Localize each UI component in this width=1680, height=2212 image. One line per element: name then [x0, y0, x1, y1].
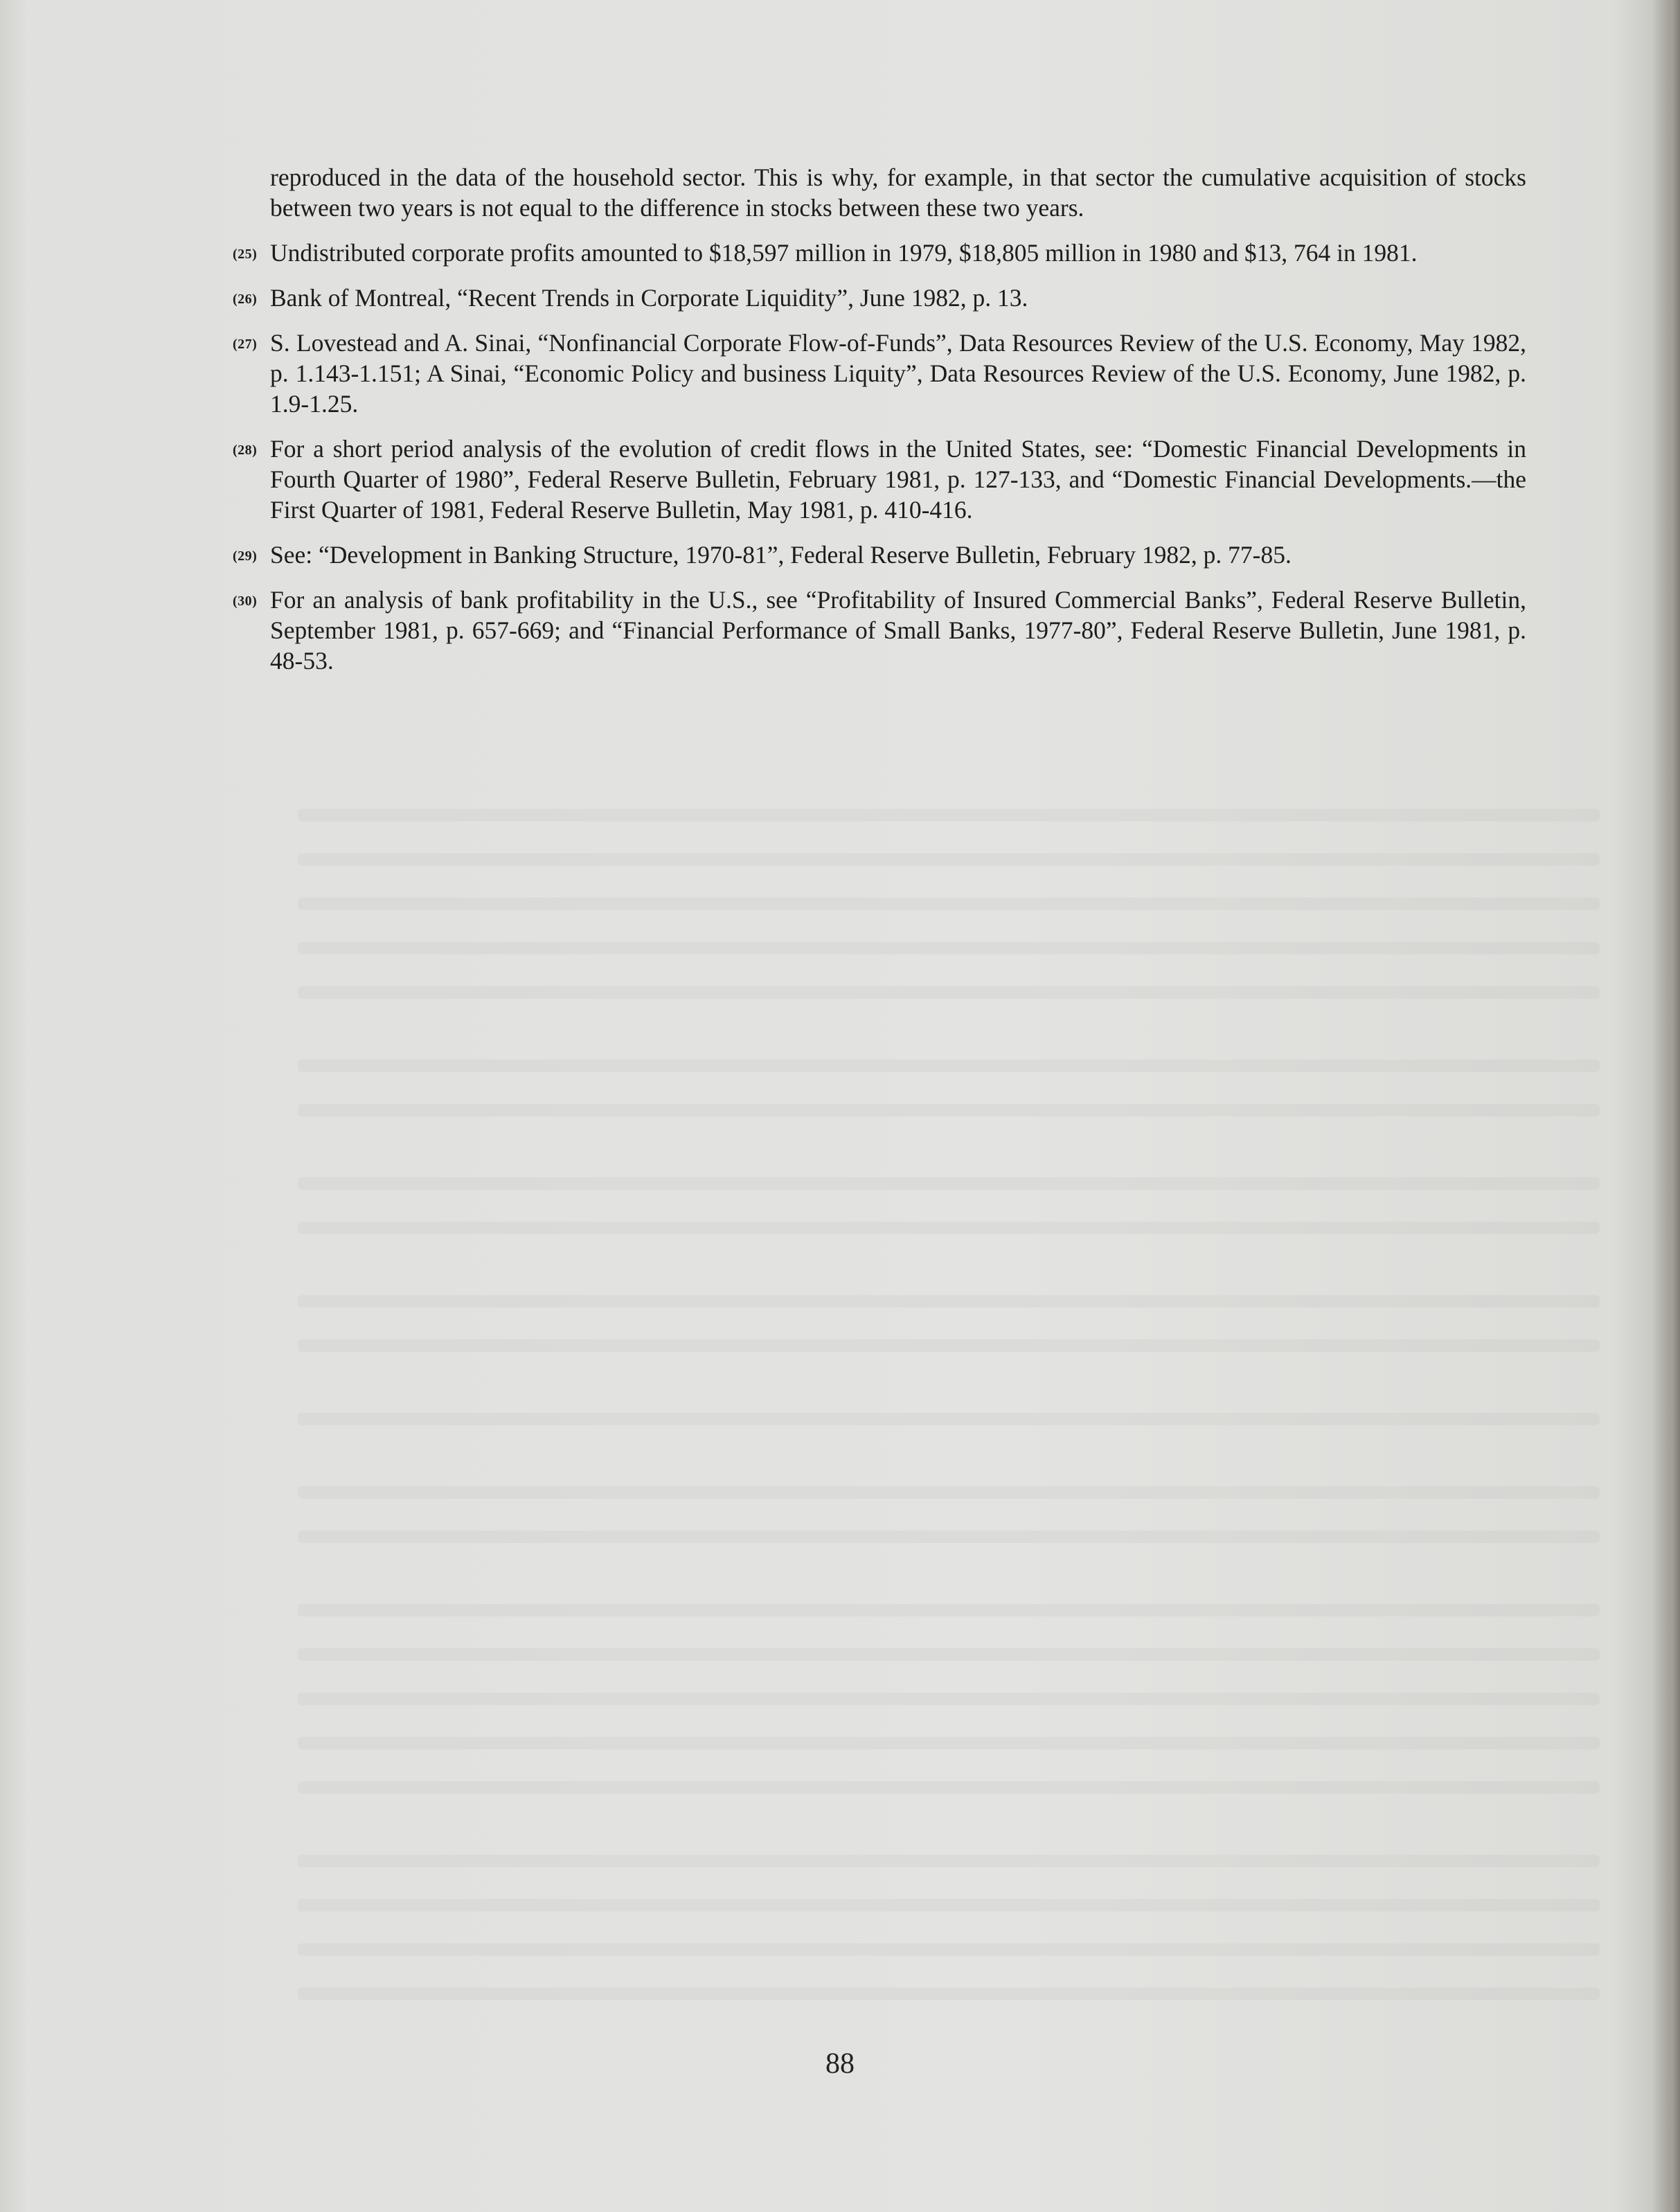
footnote-26	[227, 283, 1526, 313]
footnote-30	[227, 585, 1526, 676]
footnote-text: S. Lovestead and A. Sinai, “Nonfinancial Corporate Flow-of-Funds”, Data Resources Review of the U.S. Economy, May 1982, p. 1.143-1.151; A Sinai, “Economic Policy and business Liquity”, Data Resources Review of the U.S. Economy, June 1982, p. 1.9-1.25.	[270, 329, 1526, 418]
footnote-27	[227, 328, 1526, 419]
footnote-29	[227, 539, 1526, 570]
footnote-text: For an analysis of bank profitability in the U.S., see “Profitability of Insured Commercial Banks”, Federal Reserve Bulletin, September 1981, p. 657-669; and “Financial Performance of Small Banks, 1977-80”, Federal Reserve Bulletin, June 1981, p. 48-53.	[270, 586, 1526, 675]
footnote-marker: (26)	[233, 292, 258, 307]
footnote-28	[227, 434, 1526, 525]
footnotes-section	[227, 162, 1526, 690]
continued-footnote-text: reproduced in the data of the household sector. This is why, for example, in that sector the cumulative acquisition of stocks between two years is not equal to the difference in stocks between these two years.	[270, 163, 1526, 222]
page-edge-shadow	[1652, 0, 1680, 2212]
footnote-text: See: “Development in Banking Structure, 1970-81”, Federal Reserve Bulletin, February 1982, p. 77-85.	[270, 541, 1292, 569]
footnote-text: Undistributed corporate profits amounted to $18,597 million in 1979, $18,805 million in 1980 and $13, 764 in 1981.	[270, 239, 1418, 267]
footnote-marker: (30)	[233, 594, 258, 609]
footnote-25	[227, 238, 1526, 268]
footnote-marker: (29)	[233, 548, 258, 564]
footnote-marker: (28)	[233, 443, 258, 458]
footnote-marker: (27)	[233, 337, 258, 352]
page-number: 88	[825, 2048, 855, 2080]
footnote-text: Bank of Montreal, “Recent Trends in Corporate Liquidity”, June 1982, p. 13.	[270, 284, 1028, 312]
footnote-marker: (25)	[233, 247, 258, 262]
footnote-text: For a short period analysis of the evolution of credit flows in the United States, see: “Domestic Financial Developments in Fourth Quarter of 1980”, Federal Reserve Bulletin, February 1981, p. 127-133, and “Domestic Financial Developments.—the First Quarter of 1981, Federal Reserve Bulletin, May 1981, p. 410-416.	[270, 435, 1526, 524]
